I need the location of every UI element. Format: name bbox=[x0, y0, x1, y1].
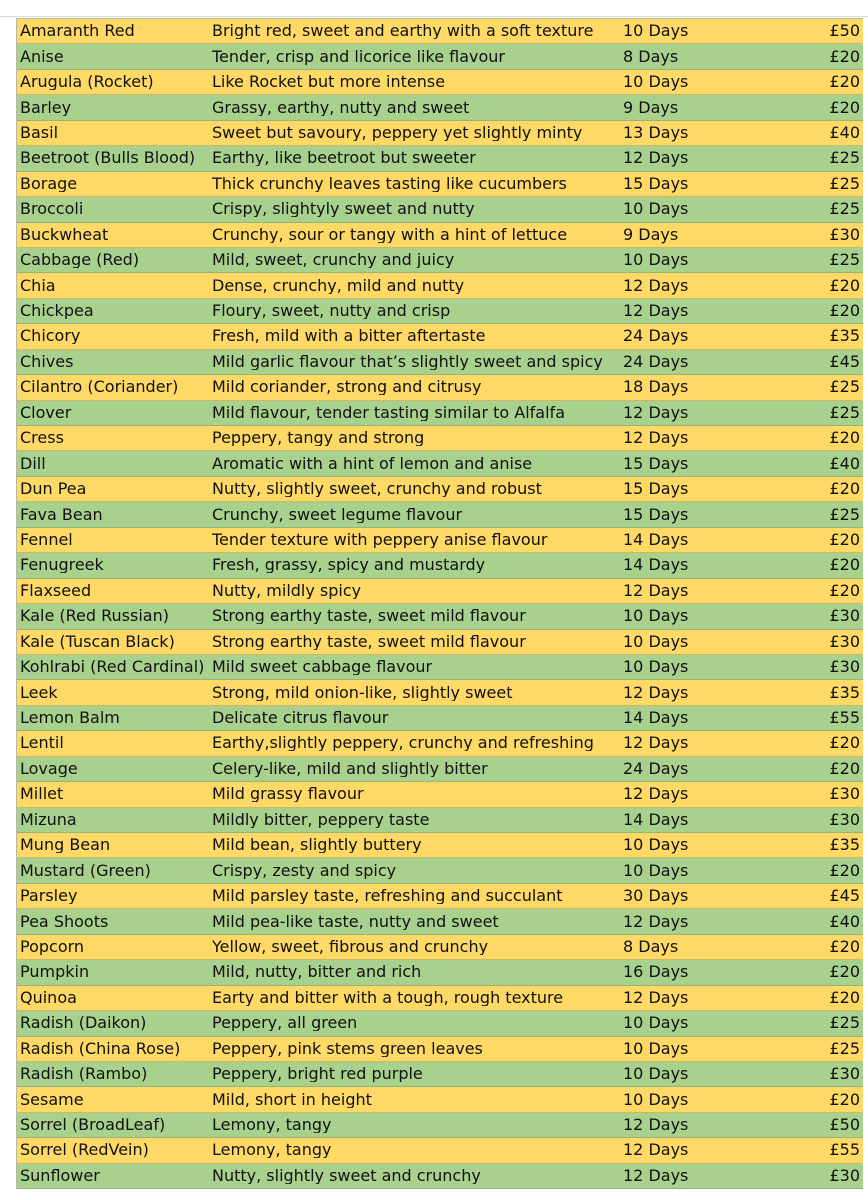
flavour-description-cell: Strong earthy taste, sweet mild flavour bbox=[212, 608, 526, 625]
flavour-description-cell: Strong, mild onion-like, slightly sweet bbox=[212, 684, 513, 701]
flavour-description-cell: Aromatic with a hint of lemon and anise bbox=[212, 455, 533, 472]
microgreen-name-cell: Chia bbox=[20, 277, 56, 294]
grow-days-cell: 9 Days bbox=[623, 97, 679, 117]
grow-days-cell: 12 Days bbox=[623, 301, 689, 321]
flavour-description-cell: Mild grassy flavour bbox=[212, 786, 364, 803]
price-cell: £25 bbox=[829, 1038, 860, 1058]
table-row bbox=[17, 146, 863, 171]
table-row bbox=[17, 19, 863, 44]
microgreen-name-cell: Cabbage (Red) bbox=[20, 252, 140, 269]
grow-days-cell: 12 Days bbox=[623, 1140, 689, 1160]
table-row bbox=[17, 680, 863, 705]
table-row bbox=[17, 858, 863, 883]
microgreen-name-cell: Arugula (Rocket) bbox=[20, 74, 154, 91]
table-row bbox=[17, 477, 863, 502]
microgreen-name-cell: Sorrel (RedVein) bbox=[20, 1142, 149, 1159]
flavour-description-cell: Tender, crisp and licorice like flavour bbox=[212, 48, 505, 65]
price-cell: £20 bbox=[829, 301, 860, 321]
table-row bbox=[17, 426, 863, 451]
grow-days-cell: 10 Days bbox=[623, 657, 689, 677]
microgreen-name-cell: Beetroot (Bulls Blood) bbox=[20, 150, 196, 167]
flavour-description-cell: Mild, sweet, crunchy and juicy bbox=[212, 252, 455, 269]
flavour-description-cell: Fresh, mild with a bitter aftertaste bbox=[212, 328, 486, 345]
table-row bbox=[17, 1062, 863, 1087]
microgreen-name-cell: Cilantro (Coriander) bbox=[20, 379, 179, 396]
price-cell: £20 bbox=[829, 72, 860, 92]
price-cell: £55 bbox=[829, 1140, 860, 1160]
table-row bbox=[17, 960, 863, 985]
grow-days-cell: 24 Days bbox=[623, 326, 689, 346]
price-cell: £20 bbox=[829, 962, 860, 982]
price-cell: £50 bbox=[829, 1115, 860, 1135]
price-cell: £25 bbox=[829, 504, 860, 524]
flavour-description-cell: Mild bean, slightly buttery bbox=[212, 837, 422, 854]
table-row bbox=[17, 986, 863, 1011]
table-row bbox=[17, 1138, 863, 1163]
grow-days-cell: 18 Days bbox=[623, 377, 689, 397]
microgreen-name-cell: Basil bbox=[20, 124, 59, 141]
flavour-description-cell: Earthy, like beetroot but sweeter bbox=[212, 150, 476, 167]
price-cell: £30 bbox=[829, 631, 860, 651]
microgreen-name-cell: Chickpea bbox=[20, 303, 94, 320]
price-cell: £20 bbox=[829, 428, 860, 448]
price-cell: £30 bbox=[829, 224, 860, 244]
microgreen-name-cell: Popcorn bbox=[20, 938, 85, 955]
price-cell: £20 bbox=[829, 758, 860, 778]
grow-days-cell: 12 Days bbox=[623, 911, 689, 931]
price-cell: £25 bbox=[829, 377, 860, 397]
microgreen-name-cell: Radish (Daikon) bbox=[20, 1015, 147, 1032]
grow-days-cell: 15 Days bbox=[623, 479, 689, 499]
microgreen-name-cell: Quinoa bbox=[20, 989, 77, 1006]
grow-days-cell: 8 Days bbox=[623, 936, 679, 956]
grow-days-cell: 12 Days bbox=[623, 148, 689, 168]
price-cell: £35 bbox=[829, 682, 860, 702]
microgreens-price-table bbox=[16, 18, 863, 1189]
flavour-description-cell: Nutty, slightly sweet, crunchy and robust bbox=[212, 481, 542, 498]
microgreen-name-cell: Lovage bbox=[20, 760, 78, 777]
table-row bbox=[17, 44, 863, 69]
price-cell: £45 bbox=[829, 351, 860, 371]
table-row bbox=[17, 808, 863, 833]
grow-days-cell: 10 Days bbox=[623, 631, 689, 651]
price-cell: £20 bbox=[829, 987, 860, 1007]
microgreen-name-cell: Pumpkin bbox=[20, 964, 90, 981]
microgreen-name-cell: Chicory bbox=[20, 328, 81, 345]
price-cell: £20 bbox=[829, 733, 860, 753]
flavour-description-cell: Mild parsley taste, refreshing and succulant bbox=[212, 888, 563, 905]
grow-days-cell: 10 Days bbox=[623, 860, 689, 880]
price-cell: £30 bbox=[829, 809, 860, 829]
grow-days-cell: 12 Days bbox=[623, 682, 689, 702]
flavour-description-cell: Fresh, grassy, spicy and mustardy bbox=[212, 557, 486, 574]
grow-days-cell: 10 Days bbox=[623, 1038, 689, 1058]
microgreen-name-cell: Fava Bean bbox=[20, 506, 103, 523]
flavour-description-cell: Crunchy, sour or tangy with a hint of lettuce bbox=[212, 226, 568, 243]
price-cell: £35 bbox=[829, 326, 860, 346]
flavour-description-cell: Lemony, tangy bbox=[212, 1117, 332, 1134]
price-cell: £30 bbox=[829, 606, 860, 626]
price-cell: £20 bbox=[829, 1089, 860, 1109]
grow-days-cell: 16 Days bbox=[623, 962, 689, 982]
grow-days-cell: 10 Days bbox=[623, 72, 689, 92]
microgreen-name-cell: Mizuna bbox=[20, 811, 77, 828]
price-cell: £55 bbox=[829, 708, 860, 728]
price-cell: £25 bbox=[829, 402, 860, 422]
table-row bbox=[17, 884, 863, 909]
price-cell: £20 bbox=[829, 46, 860, 66]
microgreen-name-cell: Radish (China Rose) bbox=[20, 1040, 181, 1057]
microgreen-name-cell: Borage bbox=[20, 175, 78, 192]
flavour-description-cell: Peppery, tangy and strong bbox=[212, 430, 425, 447]
grow-days-cell: 14 Days bbox=[623, 555, 689, 575]
flavour-description-cell: Tender texture with peppery anise flavour bbox=[212, 531, 548, 548]
table-row bbox=[17, 528, 863, 553]
price-cell: £20 bbox=[829, 555, 860, 575]
table-row bbox=[17, 833, 863, 858]
price-cell: £30 bbox=[829, 657, 860, 677]
grow-days-cell: 12 Days bbox=[623, 987, 689, 1007]
flavour-description-cell: Sweet but savoury, peppery yet slightly minty bbox=[212, 124, 583, 141]
microgreen-name-cell: Sorrel (BroadLeaf) bbox=[20, 1117, 166, 1134]
flavour-description-cell: Mildly bitter, peppery taste bbox=[212, 811, 430, 828]
microgreen-name-cell: Buckwheat bbox=[20, 226, 109, 243]
table-row bbox=[17, 451, 863, 476]
table-row bbox=[17, 731, 863, 756]
price-cell: £40 bbox=[829, 911, 860, 931]
table-row bbox=[17, 273, 863, 298]
flavour-description-cell: Nutty, slightly sweet and crunchy bbox=[212, 1167, 481, 1184]
table-row bbox=[17, 1164, 863, 1189]
flavour-description-cell: Grassy, earthy, nutty and sweet bbox=[212, 99, 470, 116]
flavour-description-cell: Yellow, sweet, fibrous and crunchy bbox=[212, 938, 489, 955]
microgreen-name-cell: Mung Bean bbox=[20, 837, 111, 854]
price-cell: £20 bbox=[829, 580, 860, 600]
grow-days-cell: 12 Days bbox=[623, 580, 689, 600]
table-row bbox=[17, 579, 863, 604]
grow-days-cell: 12 Days bbox=[623, 428, 689, 448]
microgreen-name-cell: Chives bbox=[20, 353, 74, 370]
flavour-description-cell: Mild pea-like taste, nutty and sweet bbox=[212, 913, 499, 930]
table-row bbox=[17, 172, 863, 197]
table-row bbox=[17, 1037, 863, 1062]
price-cell: £20 bbox=[829, 479, 860, 499]
table-row bbox=[17, 782, 863, 807]
grow-days-cell: 10 Days bbox=[623, 199, 689, 219]
table-row bbox=[17, 655, 863, 680]
table-row bbox=[17, 70, 863, 95]
grow-days-cell: 24 Days bbox=[623, 351, 689, 371]
flavour-description-cell: Floury, sweet, nutty and crisp bbox=[212, 303, 451, 320]
grow-days-cell: 10 Days bbox=[623, 21, 689, 41]
microgreen-name-cell: Mustard (Green) bbox=[20, 862, 151, 879]
table-row bbox=[17, 1087, 863, 1112]
flavour-description-cell: Mild sweet cabbage flavour bbox=[212, 659, 433, 676]
grow-days-cell: 10 Days bbox=[623, 250, 689, 270]
flavour-description-cell: Mild, short in height bbox=[212, 1091, 372, 1108]
microgreen-name-cell: Dill bbox=[20, 455, 46, 472]
table-row bbox=[17, 375, 863, 400]
microgreen-name-cell: Dun Pea bbox=[20, 481, 87, 498]
table-row bbox=[17, 1011, 863, 1036]
microgreen-name-cell: Pea Shoots bbox=[20, 913, 109, 930]
price-cell: £45 bbox=[829, 886, 860, 906]
grow-days-cell: 10 Days bbox=[623, 1064, 689, 1084]
price-cell: £25 bbox=[829, 173, 860, 193]
flavour-description-cell: Lemony, tangy bbox=[212, 1142, 332, 1159]
flavour-description-cell: Peppery, all green bbox=[212, 1015, 358, 1032]
microgreen-name-cell: Parsley bbox=[20, 888, 78, 905]
price-cell: £25 bbox=[829, 148, 860, 168]
price-cell: £25 bbox=[829, 1013, 860, 1033]
table-row bbox=[17, 95, 863, 120]
table-row bbox=[17, 630, 863, 655]
microgreen-name-cell: Clover bbox=[20, 404, 72, 421]
microgreen-name-cell: Broccoli bbox=[20, 201, 84, 218]
microgreen-name-cell: Sesame bbox=[20, 1091, 84, 1108]
grow-days-cell: 10 Days bbox=[623, 606, 689, 626]
microgreen-name-cell: Cress bbox=[20, 430, 64, 447]
flavour-description-cell: Thick crunchy leaves tasting like cucumbers bbox=[212, 175, 567, 192]
flavour-description-cell: Mild garlic flavour that’s slightly sweet and spicy bbox=[212, 353, 603, 370]
flavour-description-cell: Earthy,slightly peppery, crunchy and refreshing bbox=[212, 735, 594, 752]
grow-days-cell: 12 Days bbox=[623, 1115, 689, 1135]
table-row bbox=[17, 223, 863, 248]
grow-days-cell: 15 Days bbox=[623, 453, 689, 473]
grow-days-cell: 12 Days bbox=[623, 733, 689, 753]
price-cell: £20 bbox=[829, 936, 860, 956]
microgreen-name-cell: Kohlrabi (Red Cardinal) bbox=[20, 659, 205, 676]
price-cell: £20 bbox=[829, 529, 860, 549]
microgreen-name-cell: Lemon Balm bbox=[20, 710, 120, 727]
microgreen-name-cell: Sunflower bbox=[20, 1167, 100, 1184]
price-cell: £40 bbox=[829, 122, 860, 142]
microgreen-name-cell: Barley bbox=[20, 99, 72, 116]
table-row bbox=[17, 1113, 863, 1138]
grow-days-cell: 9 Days bbox=[623, 224, 679, 244]
grow-days-cell: 8 Days bbox=[623, 46, 679, 66]
price-cell: £35 bbox=[829, 835, 860, 855]
table-row bbox=[17, 350, 863, 375]
grow-days-cell: 12 Days bbox=[623, 402, 689, 422]
price-cell: £30 bbox=[829, 1064, 860, 1084]
table-row bbox=[17, 324, 863, 349]
microgreen-name-cell: Flaxseed bbox=[20, 582, 92, 599]
price-cell: £20 bbox=[829, 97, 860, 117]
microgreen-name-cell: Kale (Red Russian) bbox=[20, 608, 169, 625]
table-row bbox=[17, 401, 863, 426]
flavour-description-cell: Peppery, bright red purple bbox=[212, 1066, 423, 1083]
price-cell: £25 bbox=[829, 199, 860, 219]
grow-days-cell: 12 Days bbox=[623, 784, 689, 804]
flavour-description-cell: Peppery, pink stems green leaves bbox=[212, 1040, 483, 1057]
price-cell: £30 bbox=[829, 1165, 860, 1185]
flavour-description-cell: Earty and bitter with a tough, rough texture bbox=[212, 989, 564, 1006]
grow-days-cell: 14 Days bbox=[623, 529, 689, 549]
grow-days-cell: 15 Days bbox=[623, 173, 689, 193]
table-row bbox=[17, 909, 863, 934]
grow-days-cell: 24 Days bbox=[623, 758, 689, 778]
grow-days-cell: 13 Days bbox=[623, 122, 689, 142]
table-row bbox=[17, 706, 863, 731]
grow-days-cell: 10 Days bbox=[623, 1013, 689, 1033]
grow-days-cell: 12 Days bbox=[623, 275, 689, 295]
flavour-description-cell: Crispy, slightyly sweet and nutty bbox=[212, 201, 475, 218]
grow-days-cell: 10 Days bbox=[623, 1089, 689, 1109]
flavour-description-cell: Bright red, sweet and earthy with a soft texture bbox=[212, 23, 594, 40]
flavour-description-cell: Mild, nutty, bitter and rich bbox=[212, 964, 422, 981]
microgreen-name-cell: Anise bbox=[20, 48, 64, 65]
microgreen-name-cell: Amaranth Red bbox=[20, 23, 135, 40]
grow-days-cell: 30 Days bbox=[623, 886, 689, 906]
microgreen-name-cell: Lentil bbox=[20, 735, 64, 752]
table-row bbox=[17, 553, 863, 578]
grow-days-cell: 15 Days bbox=[623, 504, 689, 524]
table-row bbox=[17, 757, 863, 782]
flavour-description-cell: Like Rocket but more intense bbox=[212, 74, 446, 91]
microgreen-name-cell: Millet bbox=[20, 786, 64, 803]
price-cell: £20 bbox=[829, 860, 860, 880]
table-row bbox=[17, 935, 863, 960]
price-cell: £30 bbox=[829, 784, 860, 804]
grow-days-cell: 14 Days bbox=[623, 708, 689, 728]
price-cell: £20 bbox=[829, 275, 860, 295]
microgreen-name-cell: Kale (Tuscan Black) bbox=[20, 633, 175, 650]
grow-days-cell: 10 Days bbox=[623, 835, 689, 855]
flavour-description-cell: Mild flavour, tender tasting similar to Alfalfa bbox=[212, 404, 565, 421]
flavour-description-cell: Dense, crunchy, mild and nutty bbox=[212, 277, 465, 294]
microgreen-name-cell: Fennel bbox=[20, 531, 73, 548]
table-row bbox=[17, 502, 863, 527]
grow-days-cell: 12 Days bbox=[623, 1165, 689, 1185]
microgreen-name-cell: Leek bbox=[20, 684, 58, 701]
price-cell: £25 bbox=[829, 250, 860, 270]
page-top-divider bbox=[0, 16, 868, 17]
table-row bbox=[17, 299, 863, 324]
price-cell: £50 bbox=[829, 21, 860, 41]
table-row bbox=[17, 604, 863, 629]
flavour-description-cell: Mild coriander, strong and citrusy bbox=[212, 379, 482, 396]
flavour-description-cell: Nutty, mildly spicy bbox=[212, 582, 362, 599]
microgreen-name-cell: Radish (Rambo) bbox=[20, 1066, 148, 1083]
table-row bbox=[17, 197, 863, 222]
price-cell: £40 bbox=[829, 453, 860, 473]
flavour-description-cell: Celery-like, mild and slightly bitter bbox=[212, 760, 488, 777]
flavour-description-cell: Crunchy, sweet legume flavour bbox=[212, 506, 463, 523]
flavour-description-cell: Crispy, zesty and spicy bbox=[212, 862, 397, 879]
grow-days-cell: 14 Days bbox=[623, 809, 689, 829]
table-row bbox=[17, 121, 863, 146]
table-row bbox=[17, 248, 863, 273]
flavour-description-cell: Strong earthy taste, sweet mild flavour bbox=[212, 633, 526, 650]
flavour-description-cell: Delicate citrus flavour bbox=[212, 710, 389, 727]
microgreen-name-cell: Fenugreek bbox=[20, 557, 104, 574]
